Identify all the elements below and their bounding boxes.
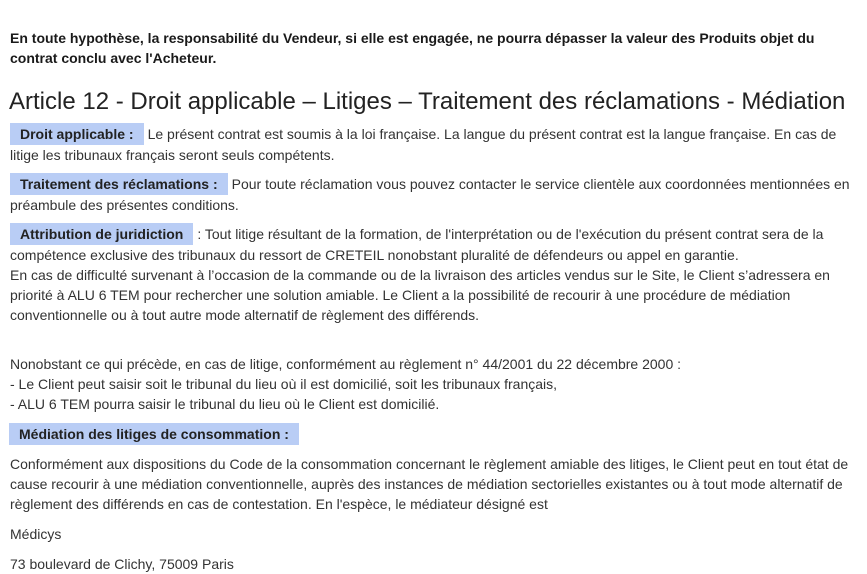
- intro-line-2: contrat conclu avec l'Acheteur.: [10, 50, 217, 66]
- juridiction-text-4: priorité à ALU 6 TEM pour rechercher une solution amiable. Le Client a la possibilité de recourir à une procédure de médiation: [10, 287, 791, 303]
- mediator-address: 73 boulevard de Clichy, 75009 Paris: [10, 556, 234, 572]
- juridiction-text-5: conventionnelle ou à tout autre mode alternatif de règlement des différends.: [10, 307, 480, 323]
- mediation-paragraph: [10, 454, 858, 514]
- droit-applicable-text-1: Le présent contrat est soumis à la loi française. La langue du présent contrat est la langue française. En cas de: [147, 126, 837, 142]
- juridiction-label: Attribution de juridiction: [10, 223, 193, 245]
- mediation-text-2: cause recourir à une médiation conventionnelle, auprès des instances de médiation sectorielles existantes ou à tout mode alternatif de: [10, 476, 843, 492]
- juridiction-paragraph: [10, 223, 858, 325]
- nonobstant-text-2: - Le Client peut saisir soit le tribunal du lieu où il est domicilié, soit les tribunaux français,: [10, 376, 558, 392]
- nonobstant-text-1: Nonobstant ce qui précède, en cas de litige, conformément au règlement n° 44/2001 du 22 décembre 2000 :: [10, 356, 682, 372]
- droit-applicable-text-2: litige les tribunaux français seront seuls compétents.: [10, 147, 335, 163]
- nonobstant-text-3: - ALU 6 TEM pourra saisir le tribunal du lieu où le Client est domicilié.: [10, 396, 440, 412]
- mediation-label: Médiation des litiges de consommation :: [9, 423, 299, 445]
- juridiction-text-1: : Tout litige résultant de la formation, de l'interprétation ou de l'exécution du présent contrat sera de la: [197, 226, 824, 242]
- mediation-text-1: Conformément aux dispositions du Code de la consommation concernant le règlement amiable des litiges, le Client peut en tout état de: [10, 456, 849, 472]
- droit-applicable-label: Droit applicable :: [10, 123, 144, 145]
- juridiction-text-3: En cas de difficulté survenant à l’occasion de la commande ou de la livraison des articles vendus sur le Site, le Client s’adressera en: [10, 267, 830, 283]
- mediation-heading-block: [9, 423, 303, 445]
- intro-line-1: En toute hypothèse, la responsabilité du Vendeur, si elle est engagée, ne pourra dépasser la valeur des Produits objet du: [10, 30, 815, 46]
- juridiction-text-2: compétence exclusive des tribunaux du ressort de CRETEIL nonobstant pluralité de défendeurs ou appel en garantie.: [10, 247, 739, 263]
- nonobstant-paragraph: [10, 354, 858, 414]
- mediator-name: Médicys: [10, 526, 62, 542]
- droit-applicable-paragraph: [10, 123, 858, 165]
- article-title: Article 12 - Droit applicable – Litiges – Traitement des réclamations - Médiation: [9, 88, 846, 115]
- reclamations-paragraph: [10, 173, 858, 215]
- reclamations-label: Traitement des réclamations :: [10, 173, 228, 195]
- reclamations-text-2: préambule des présentes conditions.: [10, 197, 239, 213]
- mediation-text-3: règlement des différends en cas de contestation. En l'espèce, le médiateur désigné est: [10, 496, 548, 512]
- intro-paragraph: [10, 28, 858, 68]
- reclamations-text-1: Pour toute réclamation vous pouvez contacter le service clientèle aux coordonnées mentionnées en: [231, 176, 850, 192]
